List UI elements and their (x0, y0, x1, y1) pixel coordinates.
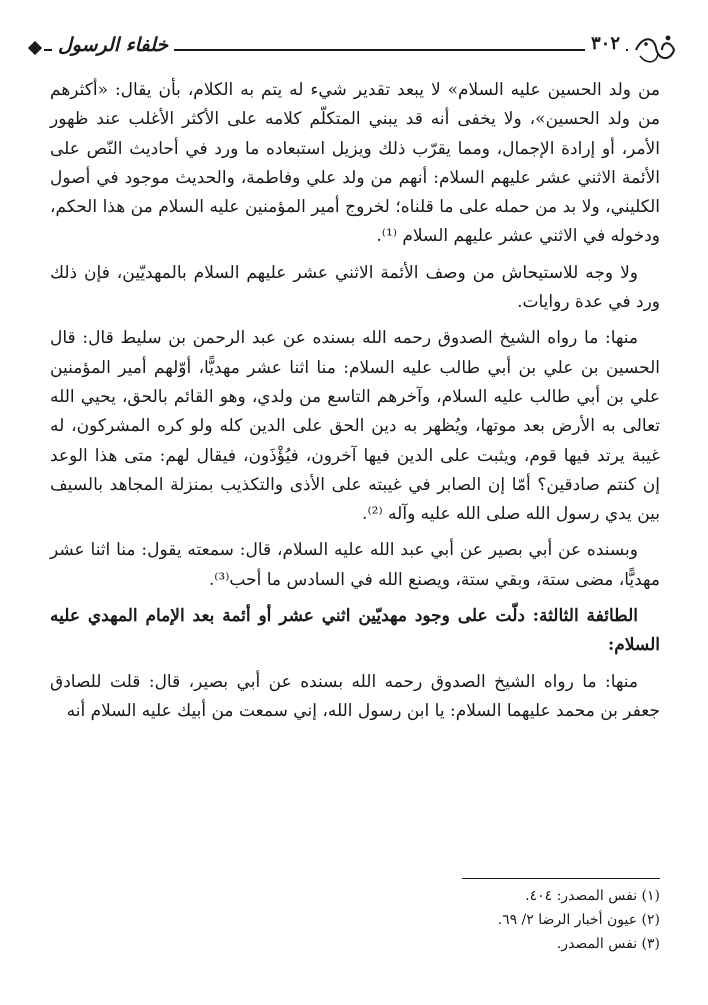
paragraph: منها: ما رواه الشيخ الصدوق رحمه الله بسنده عن عبد الرحمن بن سليط قال: قال الحسين بن علي بن أبي طالب عليه السلام: منا اثنا عشر مهديًّا، أوّلهم أمير المؤمنين علي بن أبي طالب عليه السلام، وآخرهم التاسع من ولدي، وهو القائم بالحق، يحيي الله تعالى به الأرض بعد موتها، ويُظهر به دين الحق على الدين كله ولو كره المشركون، له غيبة يرتد فيها قوم، ويثبت على الدين فيها آخرون، فيُؤْذَون، فيقال لهم: متى هذا الوعد إن كنتم صادقين؟ أمّا إن الصابر في غيبته على الأذى والتكذيب بمنزلة المجاهد بالسيف بين يدي رسول الله صلى الله عليه وآله ⁽²⁾. (50, 328, 660, 525)
diamond-ornament-icon (28, 41, 42, 55)
page-number: ٣٠٢ (585, 33, 626, 54)
footnotes (50, 884, 660, 956)
section-heading: الطائفة الثالثة: دلّت على وجود مهديّين اثني عشر أو أئمة بعد الإمام المهدي عليه السلام: (50, 606, 660, 656)
paragraph: ولا وجه للاستيحاش من وصف الأئمة الاثني عشر عليهم السلام بالمهديّين، فإن ذلك ورد في عدة روايات. (50, 262, 660, 313)
body-text (50, 76, 660, 733)
footnote-item: (٣) نفس المصدر. (556, 936, 660, 952)
footnote-divider (462, 878, 660, 879)
corner-ornament-icon (632, 30, 678, 70)
page-header (30, 30, 678, 70)
paragraph: من ولد الحسين عليه السلام» لا يبعد تقدير شيء له يتم به الكلام، بأن يقال: «أكثرهم من ولد الحسين»، ولا يخفى أنه قد يبني المتكلّم كلامه على الأكثر الأغلب عند ظهور الأمر، أو إرادة الإجمال، ومما يقرّب ذلك ويزيل استبعاده ما ورد في أحاديث النّص على الأئمة الاثني عشر عليهم السلام: أنهم من ولد علي وفاطمة، والحديث موجود في أصول الكليني، ولا بد من حمله على ما قلناه؛ لخروج أمير المؤمنين عليه السلام من هذا الحكم، ودخوله في الاثني عشر عليهم السلام ⁽¹⁾. (50, 80, 660, 247)
paragraph: وبسنده عن أبي بصير عن أبي عبد الله عليه السلام، قال: سمعته يقول: منا اثنا عشر مهديًّا، مضى ستة، وبقي ستة، ويصنع الله في السادس ما أحب⁽³⁾. (50, 540, 660, 590)
footnote-item: (١) نفس المصدر: ٤٠٤. (525, 888, 660, 904)
paragraph: منها: ما رواه الشيخ الصدوق رحمه الله بسنده عن أبي بصير، قال: قلت للصادق جعفر بن محمد عليهما السلام: يا ابن رسول الله، إني سمعت من أبيك عليه السلام أنه (50, 671, 660, 721)
footnote-item: (٢) عيون أخبار الرضا ٢/ ٦٩. (497, 912, 660, 928)
running-title: خلفاء الرسول (52, 34, 174, 56)
